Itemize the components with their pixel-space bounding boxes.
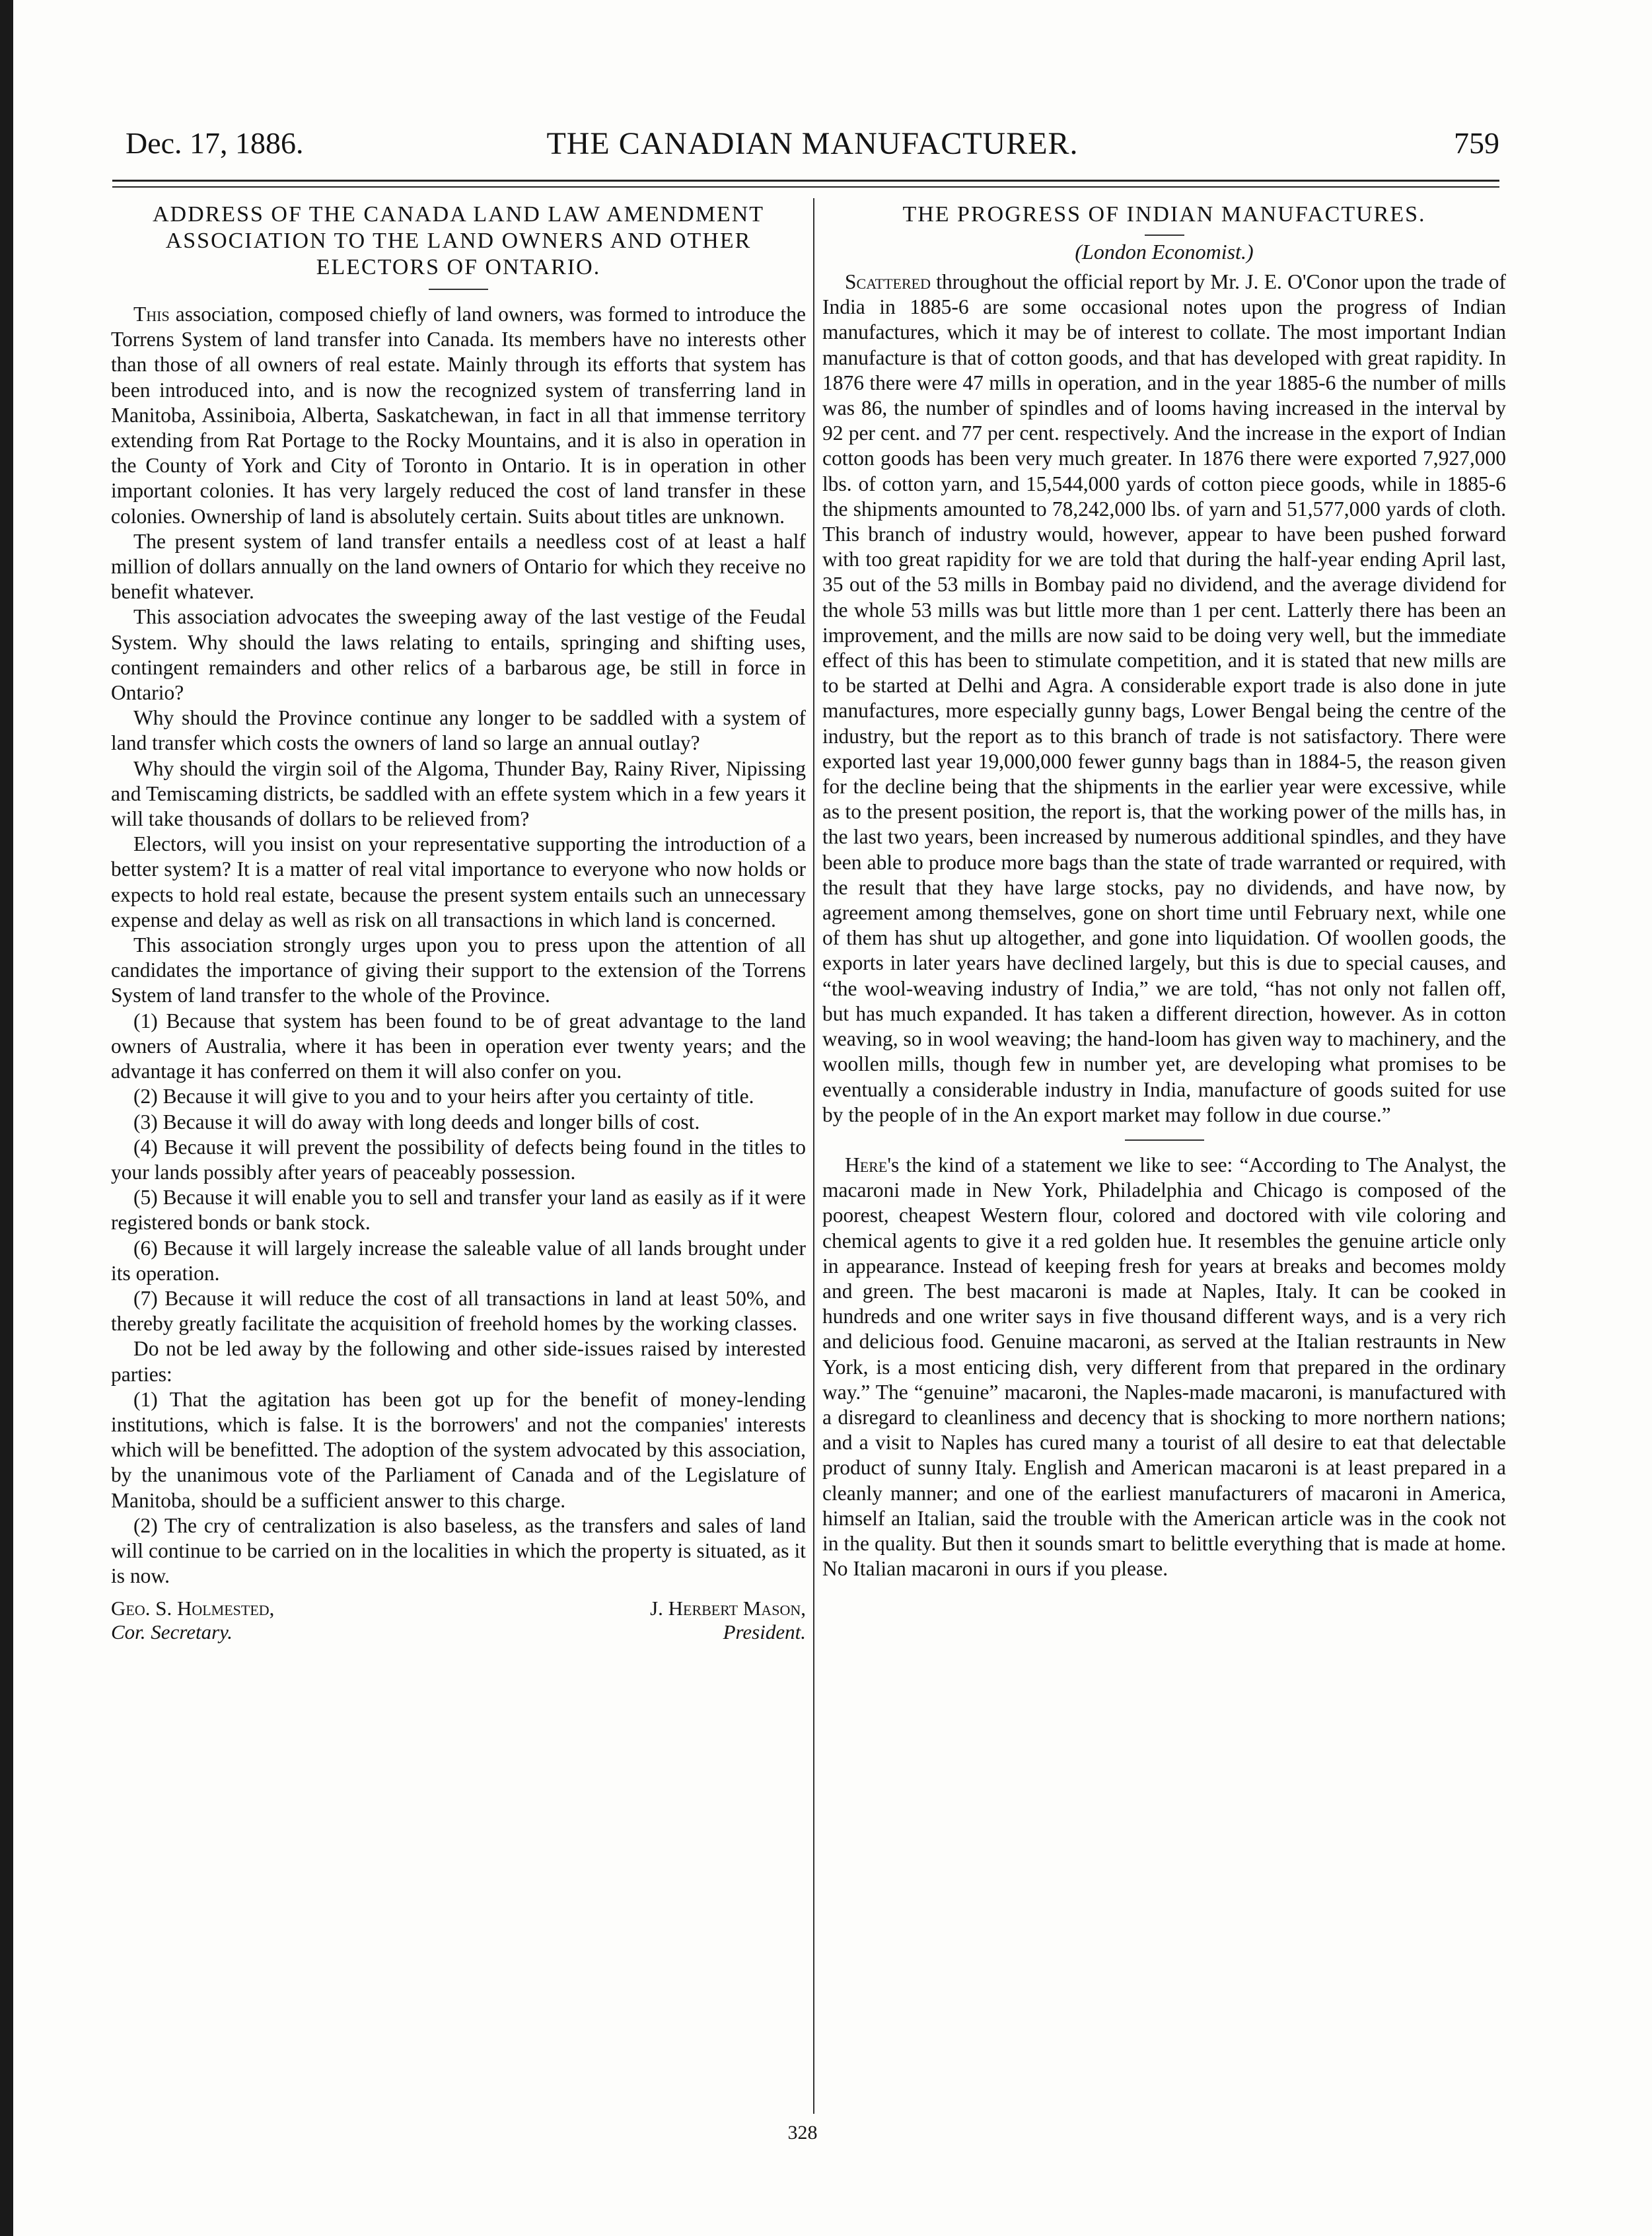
- title-rule: [429, 289, 488, 290]
- left-paragraph: Why should the virgin soil of the Algoma, Thunder Bay, Rainy River, Nipissing and Temiscaming districts, be saddled with an effete system which in a few years it will take thousands of dollars to be relieved from?: [111, 756, 806, 831]
- column-divider: [813, 198, 814, 2114]
- left-list-item: (1) That the agitation has been got up for the benefit of money-lending institutions, which is false. It is the borrowers' and not the companies' interests which will be benefitted. The adoption of the system advocated by this association, by the unanimous vote of the Parliament of Canada and of the Legislature of Manitoba, should be a sufficient answer to this charge.: [111, 1387, 806, 1512]
- left-article-title: ADDRESS OF THE CANADA LAND LAW AMENDMENT ASSOCIATION TO THE LAND OWNERS AND OTHER ELECTORS OF ONTARIO.: [152, 202, 765, 279]
- header-rule: [112, 180, 1499, 182]
- signature-president: J. Herbert Mason, President.: [650, 1597, 806, 1644]
- right-paragraph: Scattered throughout the official report by Mr. J. E. O'Conor upon the trade of India in 1885-6 are some occasional notes upon the progress of Indian manufactures, which it may be of interest to collate. The most important Indian manufacture is that of cotton goods, and that has developed with great rapidity. In 1876 there were 47 mills in operation, and in the year 1885-6 the number of mills was 86, the number of spindles and of looms having increased in the interval by 92 per cent. and 77 per cent. respectively. And the increase in the export of Indian cotton goods has been very much greater. In 1876 there were exported 7,927,000 lbs. of cotton yarn, and 15,544,000 yards of cotton piece goods, while in 1885-6 the shipments amounted to 78,242,000 lbs. of yarn and 51,577,000 yards of cloth. This branch of industry would, however, appear to have been pushed forward with too great rapidity for we are told that during the half-year ending April last, 35 out of the 53 mills in Bombay paid no dividend, and the average dividend for the whole 53 mills was but little more than 1 per cent. Latterly there has been an improvement, and the mills are now said to be doing very well, but the immediate effect of this has been to stimulate competition, and it is stated that new mills are to be started at Delhi and Agra. A considerable export trade is also done in jute manufactures, more especially gunny bags, Lower Bengal being the centre of the industry, but the report as to this branch of trade is not satisfactory. There were exported last year 19,000,000 fewer gunny bags than in 1884-5, the reason given for the decline being that the shipments in the earlier year were excessive, while as to the present position, the report is, that the working power of the mills has, in the last two years, been increased by numerous additional spindles, and they have been able to produce more bags than the state of trade warranted or required, with the result that they have large stocks, pay no dividends, and have now, by agreement among themselves, gone on short time until February next, while one of them has shut up altogether, and gone into liquidation. Of woollen goods, the exports in later years have declined largely, but this is due to special causes, and “the wool-weaving industry of India,” we are told, “has not only not fallen off, but has much expanded. It has taken a different direction, however. As in cotton weaving, so in wool weaving; the hand-loom has given way to machinery, and the woollen mills, though few in number yet, are developing what promises to be eventually a considerable industry in India, manufacture of goods suited for use by the people of in the An export market may follow in due course.”: [822, 270, 1506, 1126]
- section-rule: [1125, 1139, 1204, 1141]
- left-list-item: (2) Because it will give to you and to your heirs after you certainty of title.: [133, 1085, 754, 1108]
- left-paragraph: This association strongly urges upon you to press upon the attention of all candidates the importance of giving their support to the extension of the Torrens System of land transfer to the whole of the Province.: [111, 933, 806, 1007]
- signatures: [111, 1597, 806, 1644]
- left-column: [111, 201, 806, 1644]
- left-paragraph: This association, composed chiefly of land owners, was formed to introduce the Torrens System of land transfer into Canada. Its members have no interests other than those of all owners of real estate. Mainly through its efforts that system has been introduced into, and is now the recognized system of transferring land in Manitoba, Assiniboia, Alberta, Saskatchewan, in fact in all that immense territory extending from Rat Portage to the Rocky Mountains, and it is also in operation in the County of York and City of Toronto in Ontario. It is in operation in other important colonies. It has very largely reduced the cost of land transfer in these colonies. Ownership of land is absolutely certain. Suits about titles are unknown.: [111, 303, 806, 528]
- header-date: Dec. 17, 1886.: [126, 126, 304, 160]
- left-list-item: (5) Because it will enable you to sell and transfer your land as easily as if it were registered bonds or bank stock.: [111, 1186, 806, 1235]
- left-list-item: (6) Because it will largely increase the saleable value of all lands brought under its operation.: [111, 1236, 806, 1285]
- left-list-item: (4) Because it will prevent the possibility of defects being found in the titles to your lands possibly after years of peaceably possession.: [111, 1135, 806, 1184]
- left-list-item: (1) Because that system has been found to be of great advantage to the land owners of Australia, where it has been in operation ever twenty years; and the advantage it has conferred on them it will also confer on you.: [111, 1009, 806, 1083]
- left-paragraph: This association advocates the sweeping away of the last vestige of the Feudal System. Why should the laws relating to entails, springing and shifting uses, contingent remainders and other relics of a barbarous age, be still in force in Ontario?: [111, 605, 806, 705]
- title-rule: [1145, 234, 1184, 236]
- right-paragraph: Here's the kind of a statement we like to see: “According to The Analyst, the macaroni made in New York, Philadelphia and Chicago is composed of the poorest, cheapest Western flour, colored and doctored with vile coloring and chemical agents to give it a red golden hue. It resembles the genuine article only in appearance. Instead of keeping fresh for years at breaks and becomes moldy and green. The best macaroni is made at Naples, Italy. It can be cooked in hundreds and one writer says in five thousand different ways, and is a very rich and delicious food. Genuine macaroni, as served at the Italian restraunts in New York, is a most enticing dish, very different from that prepared in the ordinary way.” The “genuine” macaroni, the Naples-made macaroni, is manufactured with a disregard to cleanliness and decency that is shocking to more northern nations; and a visit to Naples has cured many a tourist of all desire to eat that delectable product of sunny Italy. English and American macaroni is at least prepared in a cleanly manner; and one of the earliest manufacturers of macaroni in America, himself an Italian, said the trouble with the American article was in the cook not in the quality. But then it sounds smart to belittle everything that is made at home. No Italian macaroni in ours if you please.: [822, 1153, 1506, 1581]
- right-column: [822, 201, 1506, 1581]
- left-list-item: (2) The cry of centralization is also baseless, as the transfers and sales of land will continue to be carried on in the localities in which the property is situated, as it is now.: [111, 1513, 806, 1588]
- header-title: THE CANADIAN MANUFACTURER.: [546, 126, 1079, 161]
- left-list-item: (3) Because it will do away with long deeds and longer bills of cost.: [133, 1110, 700, 1134]
- signature-secretary: Geo. S. Holmested, Cor. Secretary.: [111, 1597, 275, 1644]
- right-article-title: THE PROGRESS OF INDIAN MANUFACTURES.: [902, 202, 1426, 227]
- left-paragraph: Why should the Province continue any longer to be saddled with a system of land transfer which costs the owners of land so large an annual outlay?: [111, 706, 806, 755]
- page-edge-bar: [0, 0, 13, 2236]
- left-paragraph: Electors, will you insist on your representative supporting the introduction of a better system? It is a matter of real vital importance to everyone who now holds or expects to hold real estate, because the present system entails such an unnecessary expense and delay as well as risk on all transactions in which land is concerned.: [111, 832, 806, 931]
- article-source: (London Economist.): [1075, 240, 1254, 264]
- footer-page-number: 328: [787, 2122, 818, 2144]
- page-header: [126, 126, 1499, 172]
- left-paragraph: Do not be led away by the following and other side-issues raised by interested parties:: [111, 1337, 806, 1386]
- header-page-number: 759: [1454, 126, 1499, 160]
- header-rule-secondary: [112, 186, 1499, 188]
- left-list-item: (7) Because it will reduce the cost of all transactions in land at least 50%, and thereby greatly facilitate the acquisition of freehold homes by the working classes.: [111, 1286, 806, 1336]
- left-paragraph: The present system of land transfer entails a needless cost of at least a half million of dollars annually on the land owners of Ontario for which they receive no benefit whatever.: [111, 529, 806, 604]
